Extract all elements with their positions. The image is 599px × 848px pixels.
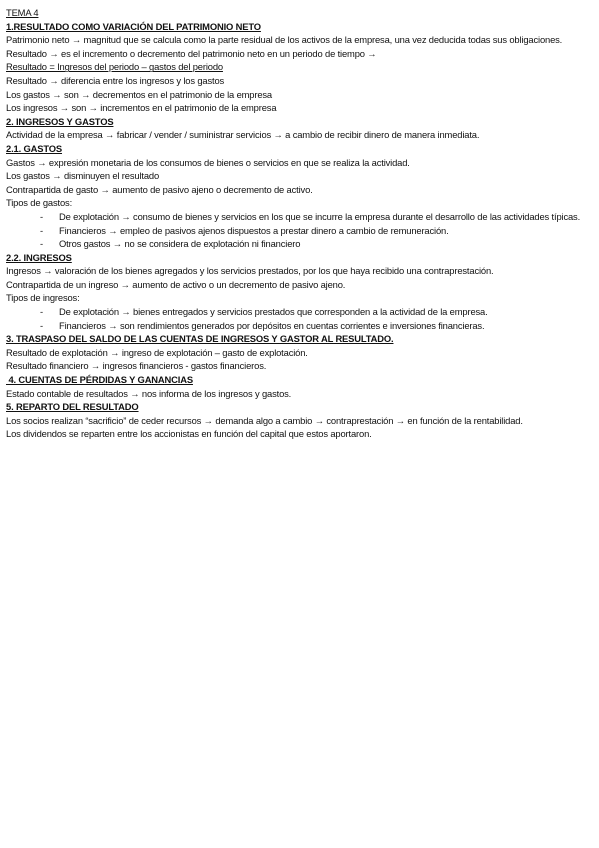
section-2-heading: 2. INGRESOS Y GASTOS bbox=[6, 115, 114, 127]
paragraph-line: Actividad de la empresa → fabricar / vender / suministrar servicios → a cambio de recibir dinero de manera inmediata. bbox=[6, 129, 480, 141]
paragraph-line: Los gastos → disminuyen el resultado bbox=[6, 170, 160, 182]
section-1-heading: 1.RESULTADO COMO VARIACIÓN DEL PATRIMONIO NETO bbox=[6, 20, 261, 32]
section-3-heading: 3. TRASPASO DEL SALDO DE LAS CUENTAS DE INGRESOS Y GASTOR AL RESULTADO. bbox=[6, 333, 394, 345]
list-item-text: De explotación → consumo de bienes y servicios en los que se incurre la empresa durante el desarrollo de las actividades típicas. bbox=[59, 210, 581, 222]
paragraph-line: Los ingresos → son → incrementos en el patrimonio de la empresa bbox=[6, 102, 277, 114]
dash-bullet: - bbox=[40, 238, 43, 250]
section-4-heading: 4. CUENTAS DE PÉRDIDAS Y GANANCIAS bbox=[6, 374, 193, 386]
paragraph-line: Resultado → diferencia entre los ingresos y los gastos bbox=[6, 74, 225, 86]
paragraph-line: Ingresos → valoración de los bienes agregados y los servicios prestados, por los que haya recibido una contraprestación. bbox=[6, 265, 494, 277]
paragraph-line: Resultado de explotación → ingreso de explotación – gasto de explotación. bbox=[6, 346, 308, 358]
paragraph-line: Gastos → expresión monetaria de los consumos de bienes o servicios en que se realiza la actividad. bbox=[6, 156, 410, 168]
list-item-text: De explotación → bienes entregados y servicios prestados que corresponden a la actividad de la empresa. bbox=[59, 306, 488, 318]
list-item bbox=[6, 319, 593, 333]
paragraph-line: Los socios realizan “sacrificio” de ceder recursos → demanda algo a cambio → contraprestación → en función de la rentabilidad. bbox=[6, 414, 523, 426]
paragraph-line: Contrapartida de un ingreso → aumento de activo o un decremento de pasivo ajeno. bbox=[6, 278, 346, 290]
dash-bullet: - bbox=[40, 319, 43, 331]
income-types-list bbox=[6, 305, 593, 332]
paragraph-line: Tipos de gastos: bbox=[6, 197, 73, 209]
paragraph-line: Contrapartida de gasto → aumento de pasivo ajeno o decremento de activo. bbox=[6, 183, 313, 195]
list-item bbox=[6, 237, 593, 251]
list-item-text: Otros gastos → no se considera de explotación ni financiero bbox=[59, 238, 301, 250]
paragraph-line: Estado contable de resultados → nos informa de los ingresos y gastos. bbox=[6, 387, 292, 399]
section-2-2-heading: 2.2. INGRESOS bbox=[6, 251, 72, 263]
paragraph-line: Tipos de ingresos: bbox=[6, 292, 80, 304]
list-item-text: Financieros → son rendimientos generados por depósitos en cuentas corrientes e inversiones financieras. bbox=[59, 319, 485, 331]
document-title: TEMA 4 bbox=[6, 7, 39, 18]
section-2-1-heading: 2.1. GASTOS bbox=[6, 142, 63, 154]
section-5-heading: 5. REPARTO DEL RESULTADO bbox=[6, 401, 139, 413]
dash-bullet: - bbox=[40, 210, 43, 222]
paragraph-line: Los dividendos se reparten entre los accionistas en función del capital que estos aportaron. bbox=[6, 428, 372, 440]
paragraph-line: Resultado → es el incremento o decremento del patrimonio neto en un periodo de tiempo → bbox=[6, 47, 377, 59]
list-item bbox=[6, 305, 593, 319]
expense-types-list bbox=[6, 210, 593, 251]
paragraph-line: Patrimonio neto → magnitud que se calcula como la parte residual de los activos de la empresa, una vez deducida todas sus obligaciones. bbox=[6, 34, 563, 46]
list-item bbox=[6, 210, 593, 224]
list-item-text: Financieros → empleo de pasivos ajenos dispuestos a prestar dinero a cambio de remuneración. bbox=[59, 224, 449, 236]
dash-bullet: - bbox=[40, 224, 43, 236]
paragraph-line: Resultado financiero → ingresos financieros - gastos financieros. bbox=[6, 360, 267, 372]
dash-bullet: - bbox=[40, 306, 43, 318]
result-formula: Resultado = Ingresos del periodo – gastos del periodo bbox=[6, 61, 223, 73]
list-item bbox=[6, 224, 593, 238]
paragraph-line: Los gastos → son → decrementos en el patrimonio de la empresa bbox=[6, 88, 272, 100]
